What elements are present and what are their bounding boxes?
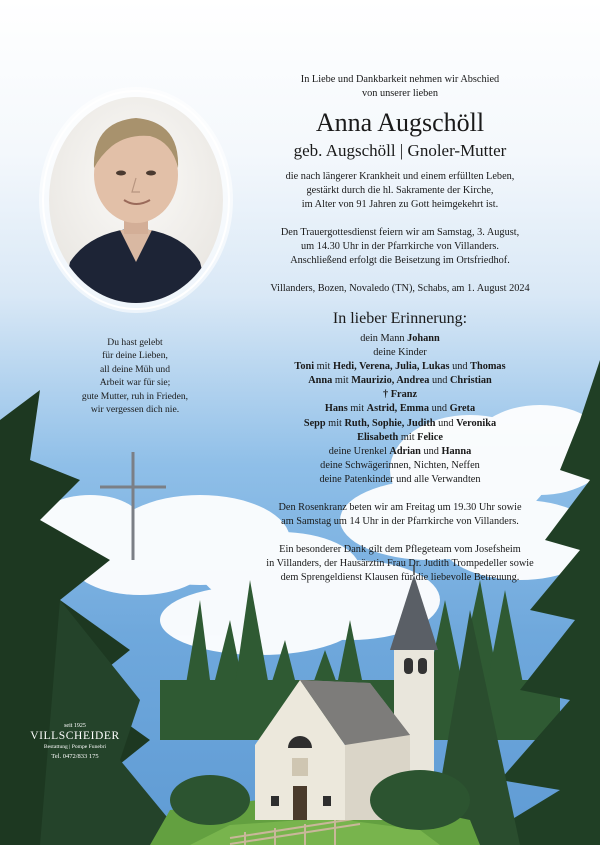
family-row-1: Toni mit Hedi, Verena, Julia, Lukas und Thomas xyxy=(294,361,506,373)
family-children-intro: deine Kinder xyxy=(373,347,427,359)
thanks-line-3: dem Sprengeldienst Klausen für die liebevolle Betreuung. xyxy=(280,572,520,583)
thanks-text xyxy=(230,543,570,585)
logo-since: seit 1925 xyxy=(64,723,86,729)
remembrance-heading: In lieber Erinnerung: xyxy=(332,310,468,327)
thanks-line-1: Ein besonderer Dank gilt dem Pflegeteam vom Josefsheim xyxy=(279,544,521,555)
intro-line-1: In Liebe und Dankbarkeit nehmen wir Abschied xyxy=(300,74,500,85)
family-row-8: deine Schwägerinnen, Nichten, Neffen xyxy=(320,459,480,471)
poem-line-5: gute Mutter, ruh in Frieden, xyxy=(81,390,189,402)
family-husband: dein Mann Johann xyxy=(360,333,440,344)
deceased-name: Anna Augschöll xyxy=(315,108,485,137)
poem-line-4: Arbeit war für sie; xyxy=(99,377,171,389)
family-row-5: Sepp mit Ruth, Sophie, Judith und Veronika xyxy=(303,417,497,429)
funeral-line-1: Den Trauergottesdienst feiern wir am Samstag, 3. August, xyxy=(280,227,520,238)
logo-brand: VILLSCHEIDER xyxy=(30,730,120,742)
passage-line-2: gestärkt durch die hl. Sakramente der Kirche, xyxy=(306,185,494,196)
family-row-4: Hans mit Astrid, Emma und Greta xyxy=(324,403,476,415)
family-row-9: deine Patenkinder und alle Verwandten xyxy=(319,473,481,485)
poem xyxy=(40,336,230,416)
family-row-3: † Franz xyxy=(382,389,418,401)
family-row-6: Elisabeth mit Felice xyxy=(357,431,443,443)
intro-text xyxy=(240,73,560,101)
funeral-home-logo xyxy=(20,722,130,763)
funeral-line-3: Anschließend erfolgt die Beisetzung im Ortsfriedhof. xyxy=(290,255,510,266)
family-row-2: Anna mit Maurizio, Andrea und Christian xyxy=(308,375,492,387)
intro-line-2: von unserer lieben xyxy=(361,88,439,99)
maiden-name: geb. Augschöll | Gnoler-Mutter xyxy=(293,141,507,160)
logo-subtitle: Bestattung | Pompe Funebri xyxy=(43,744,107,750)
rosary-line-1: Den Rosenkranz beten wir am Freitag um 19.30 Uhr sowie xyxy=(278,502,522,513)
rosary-line-2: am Samstag um 14 Uhr in der Pfarrkirche von Villanders. xyxy=(281,516,519,527)
poem-line-6: wir vergessen dich nie. xyxy=(90,404,180,416)
passage-line-1: die nach längerer Krankheit und einem erfüllten Leben, xyxy=(285,171,515,182)
logo-phone: Tel. 0472/833 175 xyxy=(51,753,99,760)
place-date: Villanders, Bozen, Novaledo (TN), Schabs, am 1. August 2024 xyxy=(270,283,530,294)
family-list xyxy=(230,332,570,487)
passage-line-3: im Alter von 91 Jahren zu Gott heimgekehrt ist. xyxy=(301,199,499,210)
family-row-7: deine Urenkel Adrian und Hanna xyxy=(328,445,472,457)
funeral-text xyxy=(240,226,560,268)
thanks-line-2: in Villanders, der Hausärztin Frau Dr. Judith Trompedeller sowie xyxy=(266,558,534,569)
poem-line-1: Du hast gelebt xyxy=(107,337,163,348)
rosary-text xyxy=(230,501,570,529)
poem-line-2: für deine Lieben, xyxy=(102,350,168,362)
funeral-line-2: um 14.30 Uhr in der Pfarrkirche von Villanders. xyxy=(301,241,499,252)
passage-text xyxy=(240,170,560,212)
poem-line-3: all deine Müh und xyxy=(99,363,171,375)
